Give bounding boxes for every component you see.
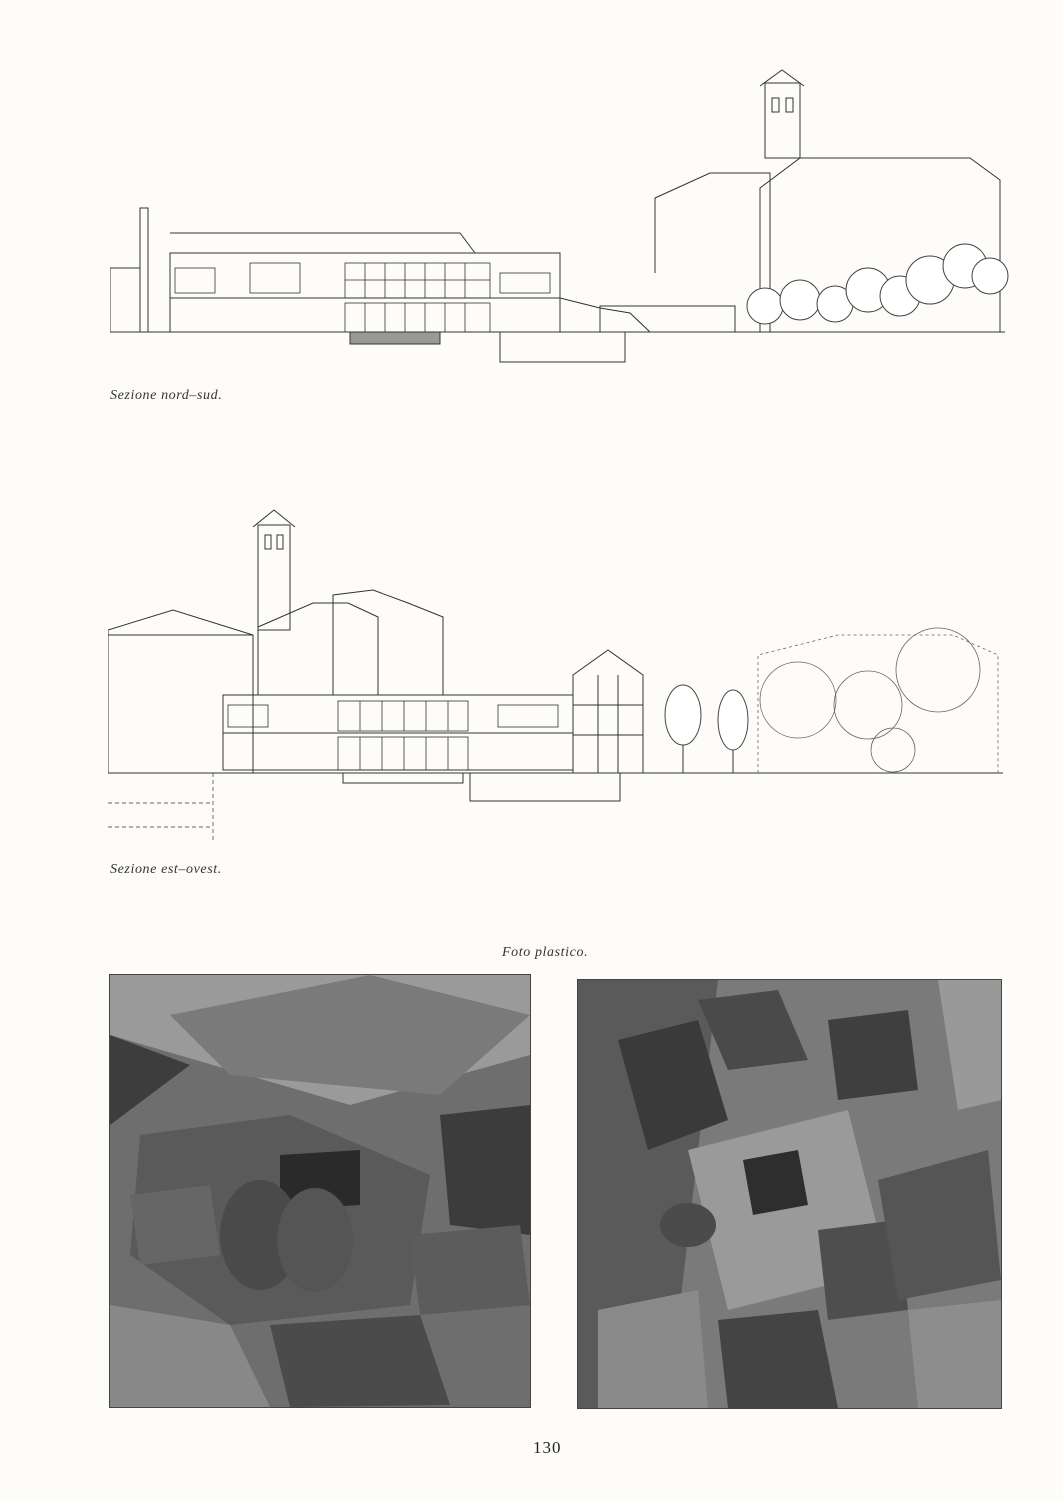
photo-caption: Foto plastico. (502, 945, 589, 960)
section-drawing-east-west (108, 505, 1008, 845)
model-photo-right (578, 980, 1001, 1408)
model-photo-left (110, 975, 530, 1407)
section-caption-north-south: Sezione nord–sud. (110, 388, 223, 403)
section-drawing-north-south (110, 68, 1010, 368)
page-number: 130 (533, 1438, 562, 1457)
section-caption-east-west: Sezione est–ovest. (110, 862, 222, 877)
